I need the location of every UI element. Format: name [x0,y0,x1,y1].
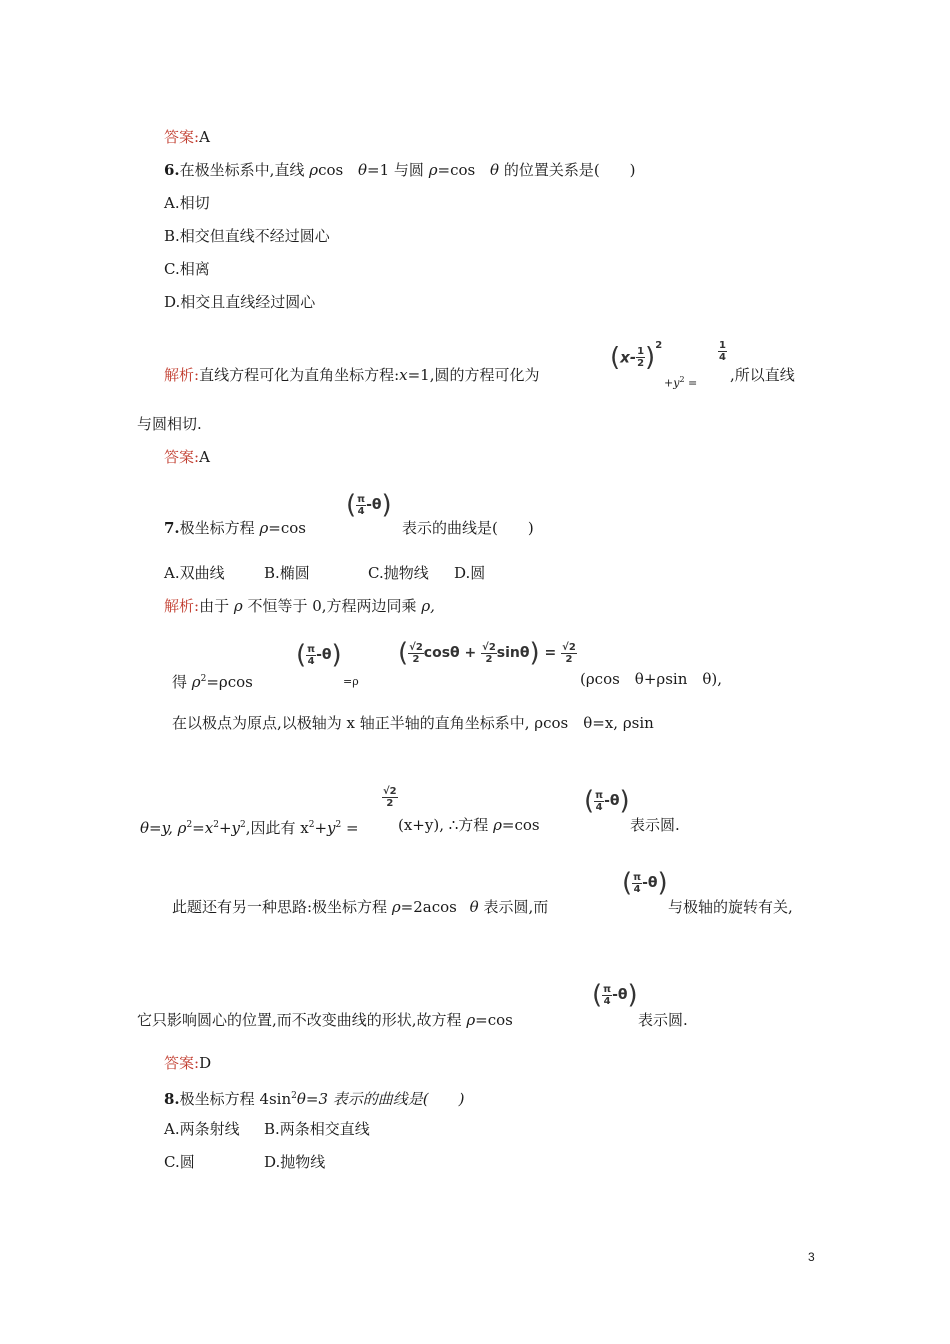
theta-symbol: θ [357,161,368,179]
analysis-label: 解析: [164,597,200,615]
formula-pi4-minus-theta: ( $\frac{\pi}{4}$ -θ) [584,786,630,816]
stem-text: 在极坐标系中,直线 [179,161,305,179]
theta-symbol: θ [490,161,500,179]
option-a: A.两条射线 [164,1120,240,1138]
rho-symbol: ρ [259,519,269,537]
alt-approach-tail: 与极轴的旋转有关, [668,898,793,916]
formula-pi4-minus-theta: ( $\frac{\pi}{4}$ -θ) [622,868,668,898]
q7-answer [164,1053,211,1073]
answer-label: 答案: [164,128,200,146]
option-a: A.双曲线 [164,564,225,582]
formula-pi4-minus-theta: ( $\frac{\pi}{4}$ -θ) [592,980,638,1010]
rho-symbol: ρ [233,597,243,615]
stem-text: 极坐标方程 [179,519,255,537]
option-b: B.两条相交直线 [264,1120,370,1138]
rho-symbol: ρ [428,161,438,179]
q7-options [164,563,486,583]
alt-approach-line2: 它只影响圆心的位置,而不改变曲线的形状,故方程 ρ=cos [137,1011,513,1029]
formula-x-half-squared: (x- $\frac{1}{2}$ )$^2$ [610,340,663,373]
answer-label: 答案: [164,1054,200,1072]
answer-value: A [199,448,210,466]
q6-stem [164,160,636,180]
q8-stem: 8.极坐标方程 $4\sin^2\theta=3$ 表示的曲线是( ) [164,1090,465,1108]
formula-pi4-minus-theta: ( $\frac{\pi}{4}$ -θ) [296,640,342,670]
stem-text: =1 与圆 [367,161,424,179]
page-number: 3 [808,1250,815,1264]
polar-coordinate-line: 在以极点为原点,以极轴为 x 轴正半轴的直角坐标系中, ρcos θ=x, ρsin [172,714,654,732]
option-b: B.相交但直线不经过圆心 [164,227,330,245]
option-b: B.椭圆 [264,564,310,582]
q7-analysis [164,596,435,616]
alt-approach: 此题还有另一种思路:极坐标方程 ρ=2acos θ 表示圆,而 [172,898,549,916]
analysis-line2: 与圆相切. [137,415,202,433]
analysis-text: 由于 [199,597,230,615]
x-variable: x [399,366,408,384]
analysis-text: =1,圆的方程可化为 [407,366,540,384]
option-c: C.相离 [164,260,210,278]
rho-symbol: ρ [309,161,319,179]
represents-circle: 表示圆. [638,1011,688,1029]
q7-stem [164,518,306,538]
derivation-tail: (ρcos θ+ρsin θ), [580,670,723,688]
formula-sqrt2-expansion: ( $\frac{√2}{2}$ cosθ + $\frac{√2}{2}$ sinθ) = $\frac{√2}{2}$ [398,638,576,668]
option-c: C.抛物线 [368,564,429,582]
answer-value: A [199,128,210,146]
represents-circle: 表示圆. [630,816,680,834]
formula-plus-y-squared: $+y^2$ = [664,375,698,390]
formula-sqrt2-over-2: $\frac{√2}{2}$ [383,786,397,809]
cartesian-line: θ=y, $\rho^2=x^2+y^2$,因此有 $x^2+y^2$ = [140,819,359,837]
analysis-label: 解析: [164,366,200,384]
question-number: 7. [164,519,180,537]
cartesian-line-tail: (x+y), ∴方程 ρ=cos [398,816,540,834]
analysis-text: 不恒等于 0,方程两边同乘 [247,597,417,615]
analysis-text: 直线方程可化为直角坐标方程: [199,366,400,384]
q7-stem-tail: 表示的曲线是( ) [402,519,534,537]
derivation-eq-rho: =ρ [343,675,359,688]
stem-text: θ=3 表示的曲线是( ) [296,1090,465,1108]
question-number: 6. [164,161,180,179]
answer-label: 答案: [164,448,200,466]
question-number: 8. [164,1090,180,1108]
q6-analysis [164,365,539,385]
cos-text: =cos [437,161,476,179]
stem-text: 的位置关系是( ) [503,161,636,179]
derivation-start: 得 $\rho^2=\rho\cos$ [172,673,253,691]
stem-text: 极坐标方程 4sin [179,1090,292,1108]
analysis-tail: ,所以直线 [730,366,795,384]
option-d: D.抛物线 [264,1153,326,1171]
formula-quarter: $\frac{1}{4}$ [719,340,726,363]
option-d: D.相交且直线经过圆心 [164,293,316,311]
rho-symbol: ρ, [421,597,435,615]
option-c: C.圆 [164,1153,195,1171]
answer-value: D [199,1054,212,1072]
option-a: A.相切 [164,194,210,212]
q8-options-row2 [164,1152,326,1172]
formula-pi4-minus-theta: ( $\frac{\pi}{4}$ -θ) [346,490,392,520]
q6-answer [164,447,210,467]
cos-text: cos [318,161,344,179]
q8-options-row1 [164,1119,370,1139]
q5-answer [164,127,210,147]
cos-text: =cos [268,519,306,537]
option-d: D.圆 [454,564,486,582]
